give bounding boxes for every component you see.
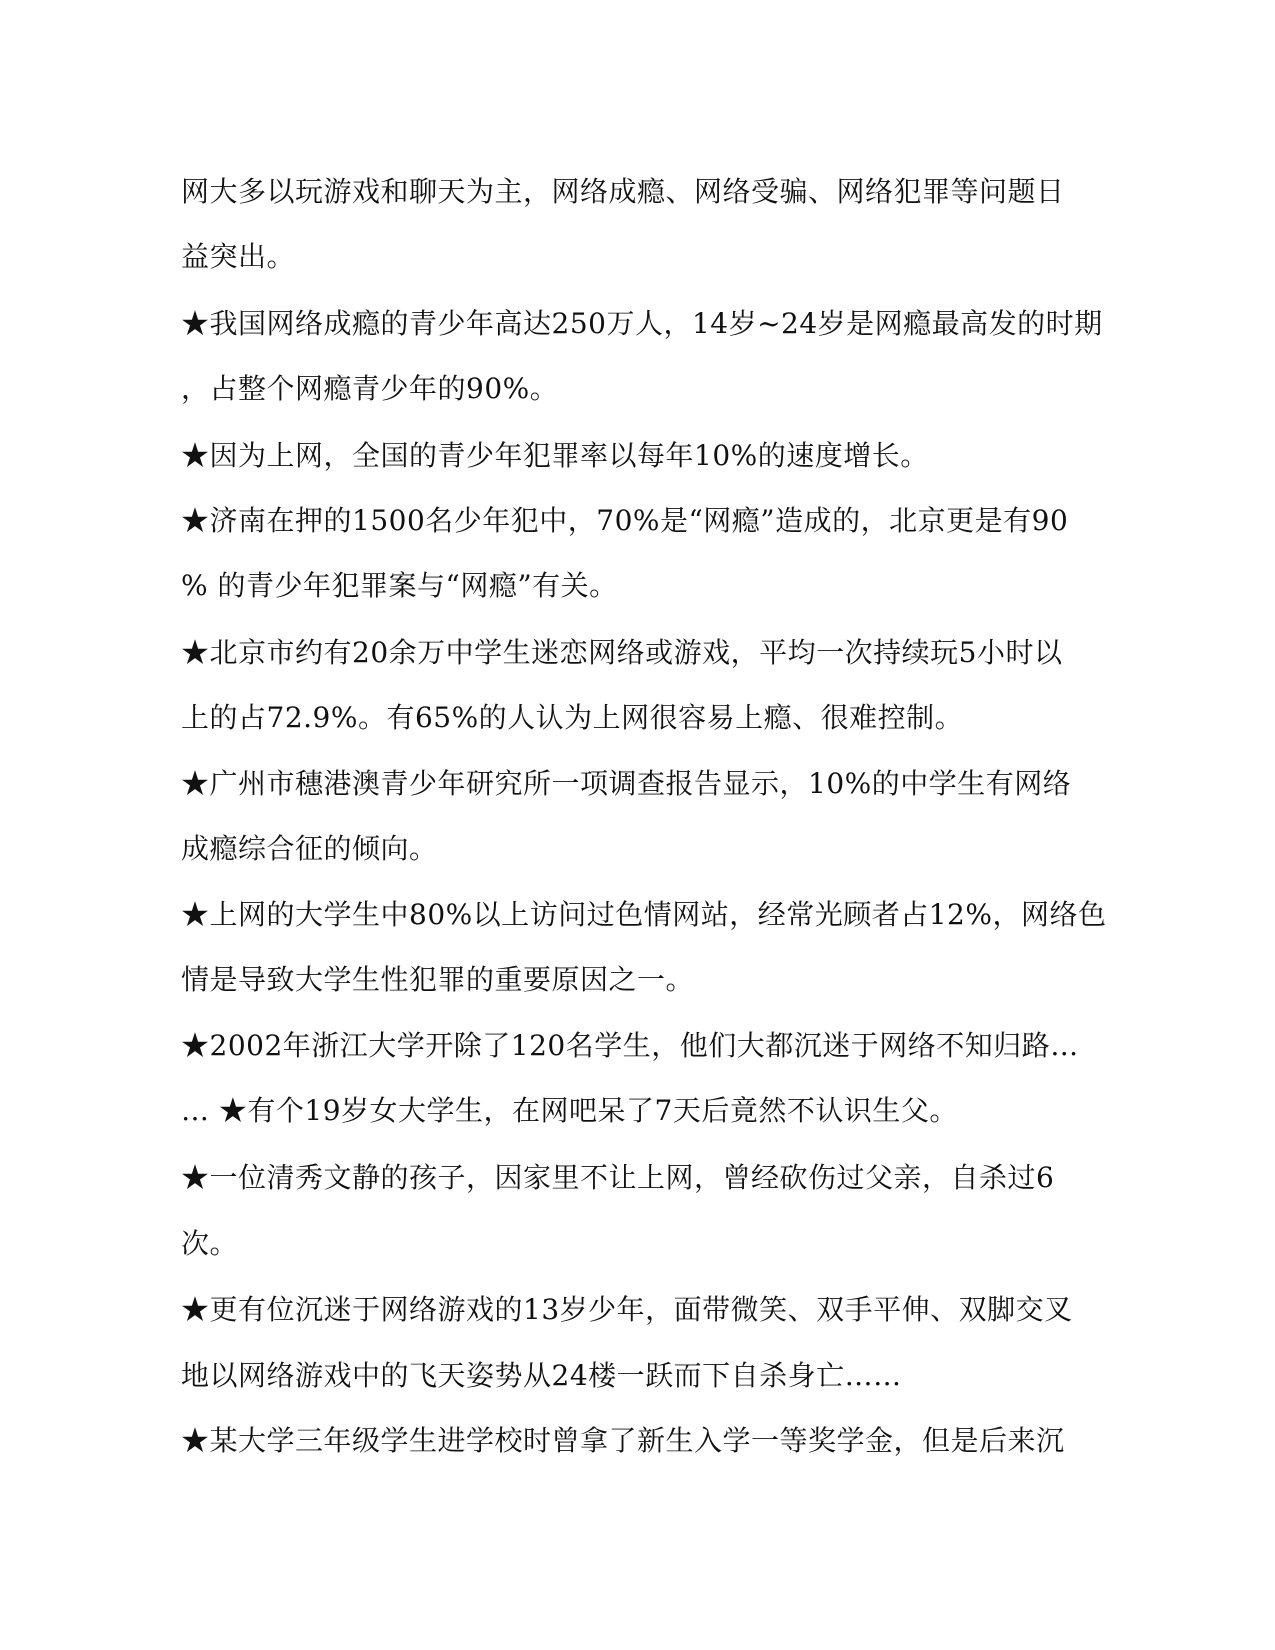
text-line: ★上网的大学生中80%以上访问过色情网站，经常光顾者占12%，网络色	[181, 898, 1107, 931]
text-line: 次。	[181, 1227, 239, 1260]
text-line: ★北京市约有20余万中学生迷恋网络或游戏，平均一次持续玩5小时以	[181, 636, 1063, 669]
text-line: ，占整个网瘾青少年的90%。	[181, 372, 559, 405]
text-line: ★济南在押的1500名少年犯中，70%是“网瘾”造成的，北京更是有90	[181, 504, 1069, 537]
text-line: ★广州市穗港澳青少年研究所一项调查报告显示，10%的中学生有网络	[181, 767, 1072, 800]
text-line: 情是导致大学生性犯罪的重要原因之一。	[181, 963, 695, 996]
text-line: % 的青少年犯罪案与“网瘾”有关。	[181, 569, 618, 602]
text-line: 上的占72.9%。有65%的人认为上网很容易上瘾、很难控制。	[181, 701, 964, 734]
text-line: 网大多以玩游戏和聊天为主，网络成瘾、网络受骗、网络犯罪等问题日	[181, 175, 1065, 208]
text-line: ★因为上网，全国的青少年犯罪率以每年10%的速度增长。	[181, 439, 929, 472]
text-line: … ★有个19岁女大学生，在网吧呆了7天后竟然不认识生父。	[181, 1094, 958, 1127]
text-line: ★我国网络成瘾的青少年高达250万人，14岁~24岁是网瘾最高发的时期	[181, 307, 1103, 340]
text-line: 成瘾综合征的倾向。	[181, 832, 438, 865]
text-line: ★更有位沉迷于网络游戏的13岁少年，面带微笑、双手平伸、双脚交叉	[181, 1293, 1073, 1326]
text-line: 地以网络游戏中的飞天姿势从24楼一跃而下自杀身亡……	[181, 1359, 902, 1392]
text-line: ★2002年浙江大学开除了120名学生，他们大都沉迷于网络不知归路…	[181, 1029, 1079, 1062]
text-line: ★一位清秀文静的孩子，因家里不让上网，曾经砍伤过父亲，自杀过6	[181, 1161, 1055, 1194]
text-line: 益突出。	[181, 240, 296, 273]
text-line: ★某大学三年级学生进学校时曾拿了新生入学一等奖学金，但是后来沉	[181, 1424, 1065, 1457]
